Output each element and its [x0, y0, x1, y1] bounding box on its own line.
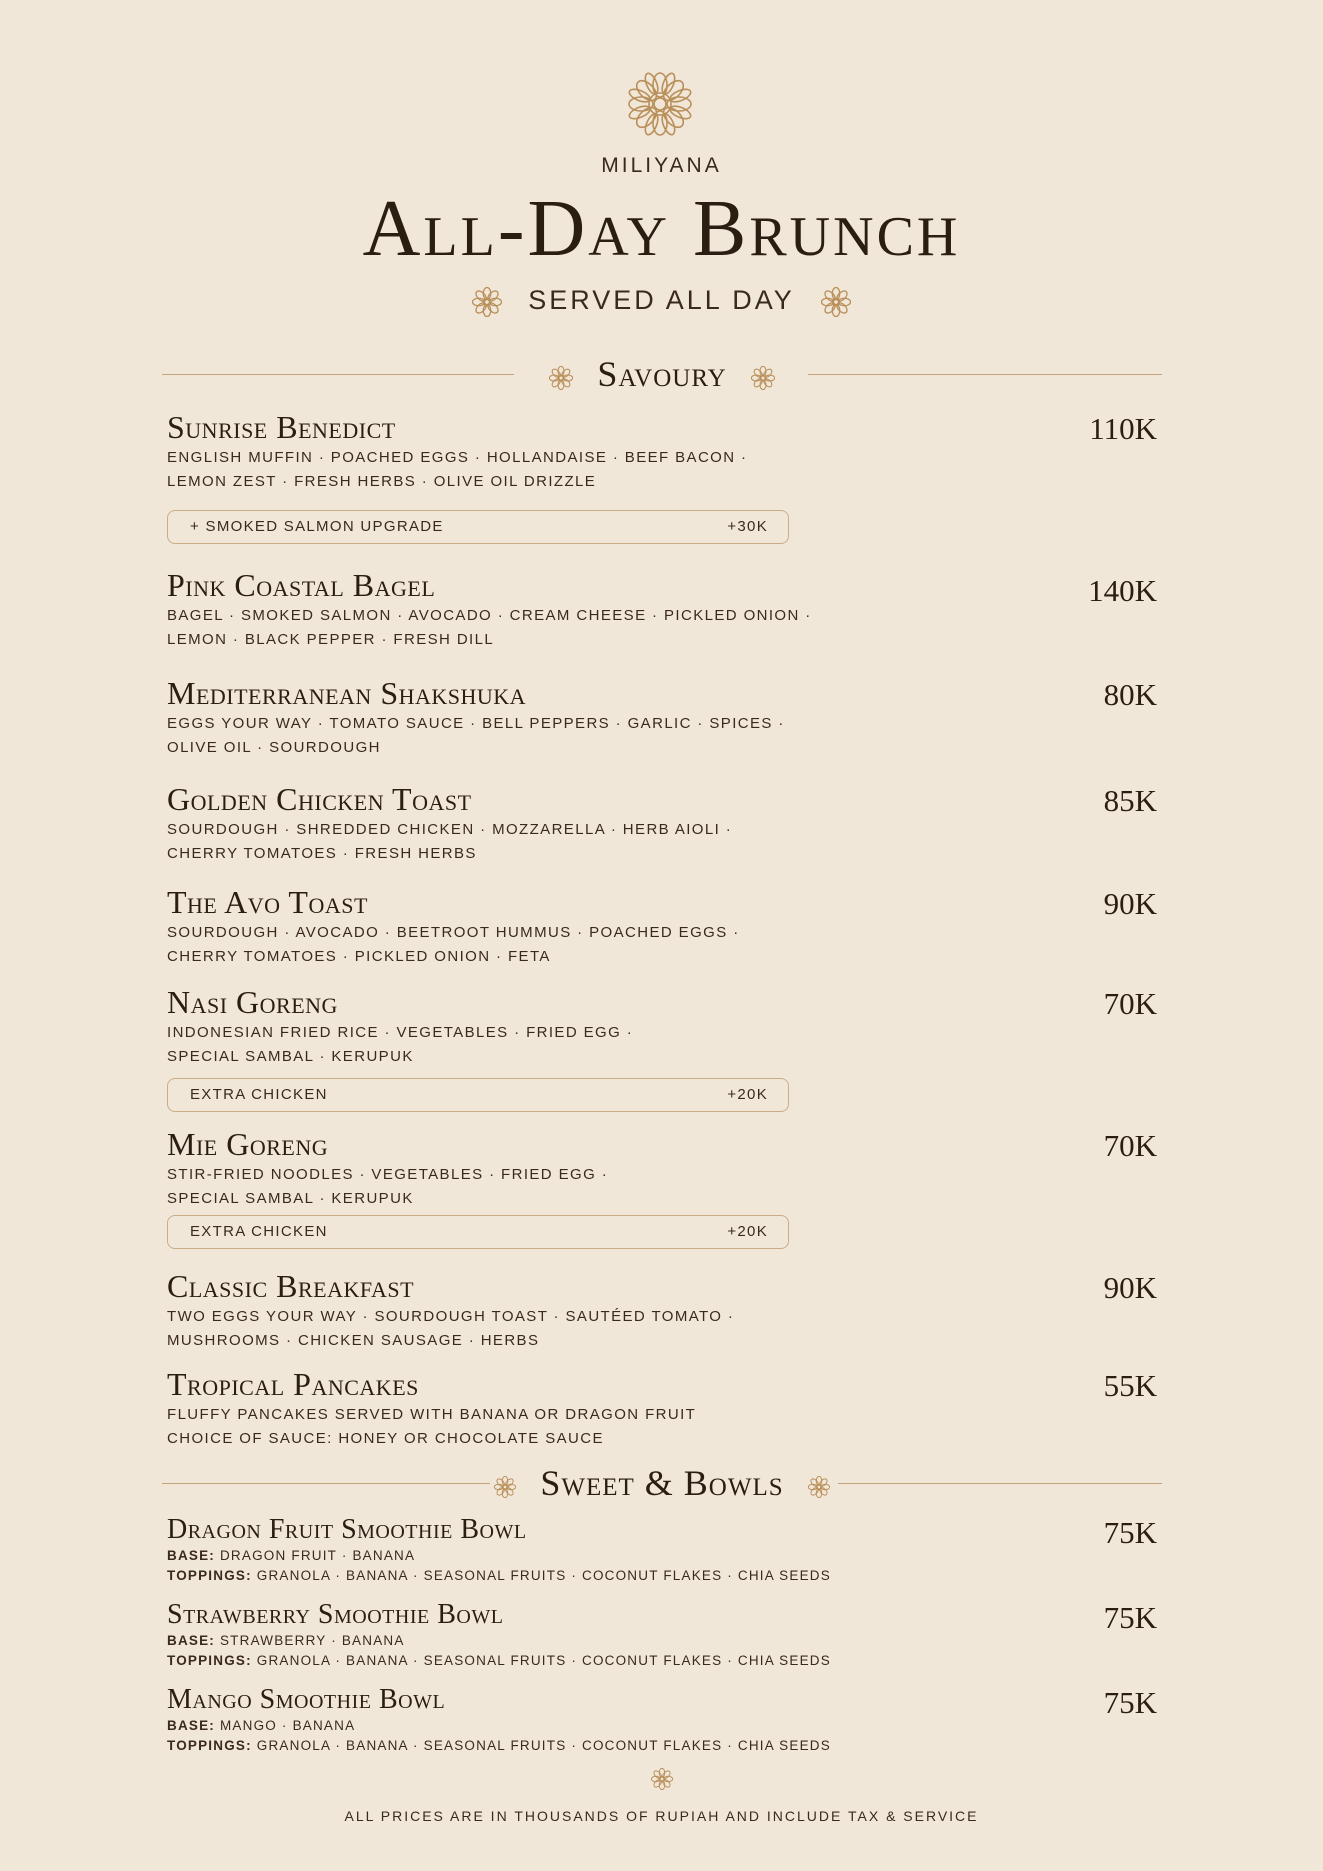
item-price: 75K	[1103, 1600, 1157, 1635]
flower-icon	[821, 287, 851, 317]
addon-price: +20K	[727, 1086, 768, 1103]
item-price: 75K	[1103, 1515, 1157, 1550]
item-price: 70K	[1103, 1128, 1157, 1163]
flower-icon	[751, 366, 775, 390]
addon-label: EXTRA CHICKEN	[190, 1223, 328, 1240]
item-name: Pink Coastal Bagel	[167, 567, 436, 603]
item-price: 110K	[1089, 411, 1157, 446]
item-price: 140K	[1088, 573, 1157, 608]
addon-label: + SMOKED SALMON UPGRADE	[190, 518, 444, 535]
item-name: Mediterranean Shakshuka	[167, 675, 527, 711]
item-name: Sunrise Benedict	[167, 409, 396, 445]
menu-item	[167, 1367, 1157, 1451]
item-price: 80K	[1103, 677, 1157, 712]
flower-icon	[472, 287, 502, 317]
item-name: Tropical Pancakes	[167, 1366, 419, 1402]
menu-item	[167, 985, 1157, 1069]
page-subtitle	[0, 282, 1323, 318]
addon-option	[167, 1215, 789, 1249]
item-description: BASE: MANGO · BANANA TOPPINGS: GRANOLA · BANANA · SEASONAL FRUITS · COCONUT FLAKES · CHIA SEEDS	[167, 1718, 831, 1753]
section-title	[162, 1463, 1162, 1503]
menu-item	[167, 782, 1157, 866]
item-description: BASE: DRAGON FRUIT · BANANA TOPPINGS: GRANOLA · BANANA · SEASONAL FRUITS · COCONUT FLAKES · CHIA SEEDS	[167, 1548, 831, 1583]
item-price: 85K	[1103, 783, 1157, 818]
item-description: TWO EGGS YOUR WAY · SOURDOUGH TOAST · SAUTÉED TOMATO · MUSHROOMS · CHICKEN SAUSAGE · HERBS	[167, 1308, 735, 1349]
page-title: All-Day Brunch	[362, 185, 961, 273]
flower-icon	[808, 1476, 830, 1498]
item-name: Golden Chicken Toast	[167, 781, 472, 817]
flower-icon	[549, 366, 573, 390]
item-price: 55K	[1103, 1368, 1157, 1403]
section-header-sweet-bowls	[162, 1463, 1162, 1503]
item-name: Classic Breakfast	[167, 1268, 415, 1304]
flower-icon	[494, 1476, 516, 1498]
item-description: BAGEL · SMOKED SALMON · AVOCADO · CREAM CHEESE · PICKLED ONION · LEMON · BLACK PEPPER · FRESH DILL	[167, 607, 812, 648]
addon-option	[167, 1078, 789, 1112]
footer-note: ALL PRICES ARE IN THOUSANDS OF RUPIAH AND INCLUDE TAX & SERVICE	[344, 1808, 979, 1824]
menu-item	[167, 1269, 1157, 1353]
item-description: ENGLISH MUFFIN · POACHED EGGS · HOLLANDAISE · BEEF BACON · LEMON ZEST · FRESH HERBS · OLIVE OIL DRIZZLE	[167, 449, 748, 490]
brand-name: MILIYANA	[601, 154, 722, 177]
item-name: Mie Goreng	[167, 1126, 329, 1162]
item-price: 70K	[1103, 986, 1157, 1021]
section-title-text: Savoury	[597, 354, 727, 394]
item-description: SOURDOUGH · SHREDDED CHICKEN · MOZZARELLA · HERB AIOLI · CHERRY TOMATOES · FRESH HERBS	[167, 821, 733, 862]
section-header-savoury	[162, 354, 1162, 394]
item-price: 90K	[1103, 886, 1157, 921]
item-description: EGGS YOUR WAY · TOMATO SAUCE · BELL PEPPERS · GARLIC · SPICES · OLIVE OIL · SOURDOUGH	[167, 715, 785, 756]
menu-item	[167, 1599, 1157, 1671]
item-price: 75K	[1103, 1685, 1157, 1720]
menu-item	[167, 568, 1157, 652]
flower-icon	[651, 1768, 673, 1790]
section-title	[162, 354, 1162, 394]
section-title-text: Sweet & Bowls	[540, 1463, 784, 1503]
item-description: INDONESIAN FRIED RICE · VEGETABLES · FRIED EGG · SPECIAL SAMBAL · KERUPUK	[167, 1024, 634, 1065]
menu-item	[167, 676, 1157, 760]
addon-label: EXTRA CHICKEN	[190, 1086, 328, 1103]
item-name: Strawberry Smoothie Bowl	[167, 1599, 504, 1630]
menu-item	[167, 1514, 1157, 1586]
item-description: STIR-FRIED NOODLES · VEGETABLES · FRIED EGG · SPECIAL SAMBAL · KERUPUK	[167, 1166, 609, 1207]
addon-price: +20K	[727, 1223, 768, 1240]
menu-item	[167, 1127, 1157, 1211]
item-name: Dragon Fruit Smoothie Bowl	[167, 1514, 527, 1545]
item-name: Mango Smoothie Bowl	[167, 1684, 446, 1715]
menu-item	[167, 410, 1157, 494]
item-description: FLUFFY PANCAKES SERVED WITH BANANA OR DRAGON FRUIT CHOICE OF SAUCE: HONEY OR CHOCOLATE SAUCE	[167, 1406, 697, 1447]
subtitle-text: SERVED ALL DAY	[528, 285, 795, 315]
item-description: BASE: STRAWBERRY · BANANA TOPPINGS: GRANOLA · BANANA · SEASONAL FRUITS · COCONUT FLAKES · CHIA SEEDS	[167, 1633, 831, 1668]
addon-price: +30K	[727, 518, 768, 535]
addon-option	[167, 510, 789, 544]
item-name: The Avo Toast	[167, 884, 368, 920]
menu-item	[167, 885, 1157, 969]
item-description: SOURDOUGH · AVOCADO · BEETROOT HUMMUS · POACHED EGGS · CHERRY TOMATOES · PICKLED ONION · FETA	[167, 924, 740, 965]
item-name: Nasi Goreng	[167, 984, 338, 1020]
item-price: 90K	[1103, 1270, 1157, 1305]
mandala-flower-icon	[624, 68, 696, 140]
menu-item	[167, 1684, 1157, 1756]
